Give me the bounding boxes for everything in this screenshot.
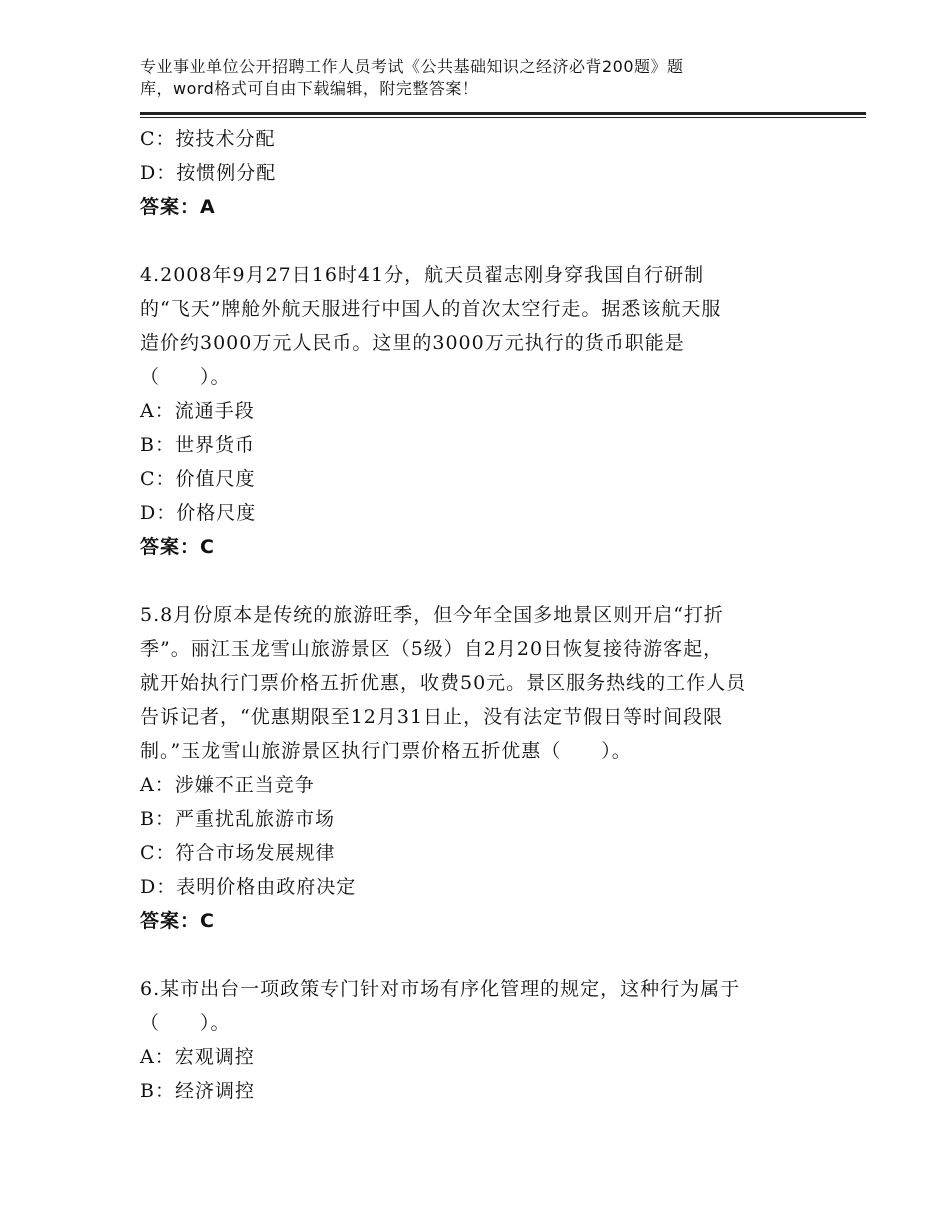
header-title-line-1: 专业事业单位公开招聘工作人员考试《公共基础知识之经济必背200题》题 — [140, 57, 684, 76]
option-c: C：符合市场发展规律 — [140, 842, 336, 864]
question-5 — [140, 598, 866, 938]
header-title-line-2: 库，word格式可自由下载编辑，附完整答案！ — [140, 79, 479, 98]
document-page — [140, 56, 866, 1108]
stem-line: 5.8月份原本是传统的旅游旺季，但今年全国多地景区则开启“打折 — [140, 604, 724, 626]
option-d: D：价格尺度 — [140, 502, 257, 524]
question-3 — [140, 122, 866, 224]
option-c: C：价值尺度 — [140, 468, 256, 490]
document-header — [140, 56, 780, 100]
stem-line: 季”。丽江玉龙雪山旅游景区（5级）自2月20日恢复接待游客起， — [140, 638, 724, 660]
header-divider — [140, 112, 866, 118]
spacer — [140, 564, 866, 598]
question-stem — [140, 598, 810, 768]
stem-line: 制。”玉龙雪山旅游景区执行门票价格五折优惠（ ）。 — [140, 740, 632, 762]
option-b: B：严重扰乱旅游市场 — [140, 808, 335, 830]
option-c: C：按技术分配 — [140, 128, 276, 150]
option-a: A：流通手段 — [140, 400, 255, 422]
spacer — [140, 938, 866, 972]
answer-label: 答案：A — [140, 196, 216, 218]
stem-line: （ ）。 — [140, 366, 231, 388]
option-b: B：经济调控 — [140, 1080, 255, 1102]
stem-line: 造价约3000万元人民币。这里的3000万元执行的货币职能是 — [140, 332, 685, 354]
answer-label: 答案：C — [140, 536, 215, 558]
question-stem — [140, 258, 810, 394]
question-4 — [140, 258, 866, 564]
stem-line: （ ）。 — [140, 1012, 231, 1034]
question-stem — [140, 972, 810, 1040]
option-d: D：按惯例分配 — [140, 162, 277, 184]
stem-line: 的“飞天”牌舱外航天服进行中国人的首次太空行走。据悉该航天服 — [140, 298, 722, 320]
stem-line: 就开始执行门票价格五折优惠，收费50元。景区服务热线的工作人员 — [140, 672, 747, 694]
option-a: A：宏观调控 — [140, 1046, 255, 1068]
option-a: A：涉嫌不正当竞争 — [140, 774, 315, 796]
answer-label: 答案：C — [140, 910, 215, 932]
stem-line: 4.2008年9月27日16时41分，航天员翟志刚身穿我国自行研制 — [140, 264, 705, 286]
question-list — [140, 122, 866, 1108]
spacer — [140, 224, 866, 258]
option-b: B：世界货币 — [140, 434, 255, 456]
option-d: D：表明价格由政府决定 — [140, 876, 357, 898]
stem-line: 告诉记者，“优惠期限至12月31日止，没有法定节假日等时间段限 — [140, 706, 724, 728]
question-6 — [140, 972, 866, 1108]
stem-line: 6.某市出台一项政策专门针对市场有序化管理的规定，这种行为属于 — [140, 978, 741, 1000]
